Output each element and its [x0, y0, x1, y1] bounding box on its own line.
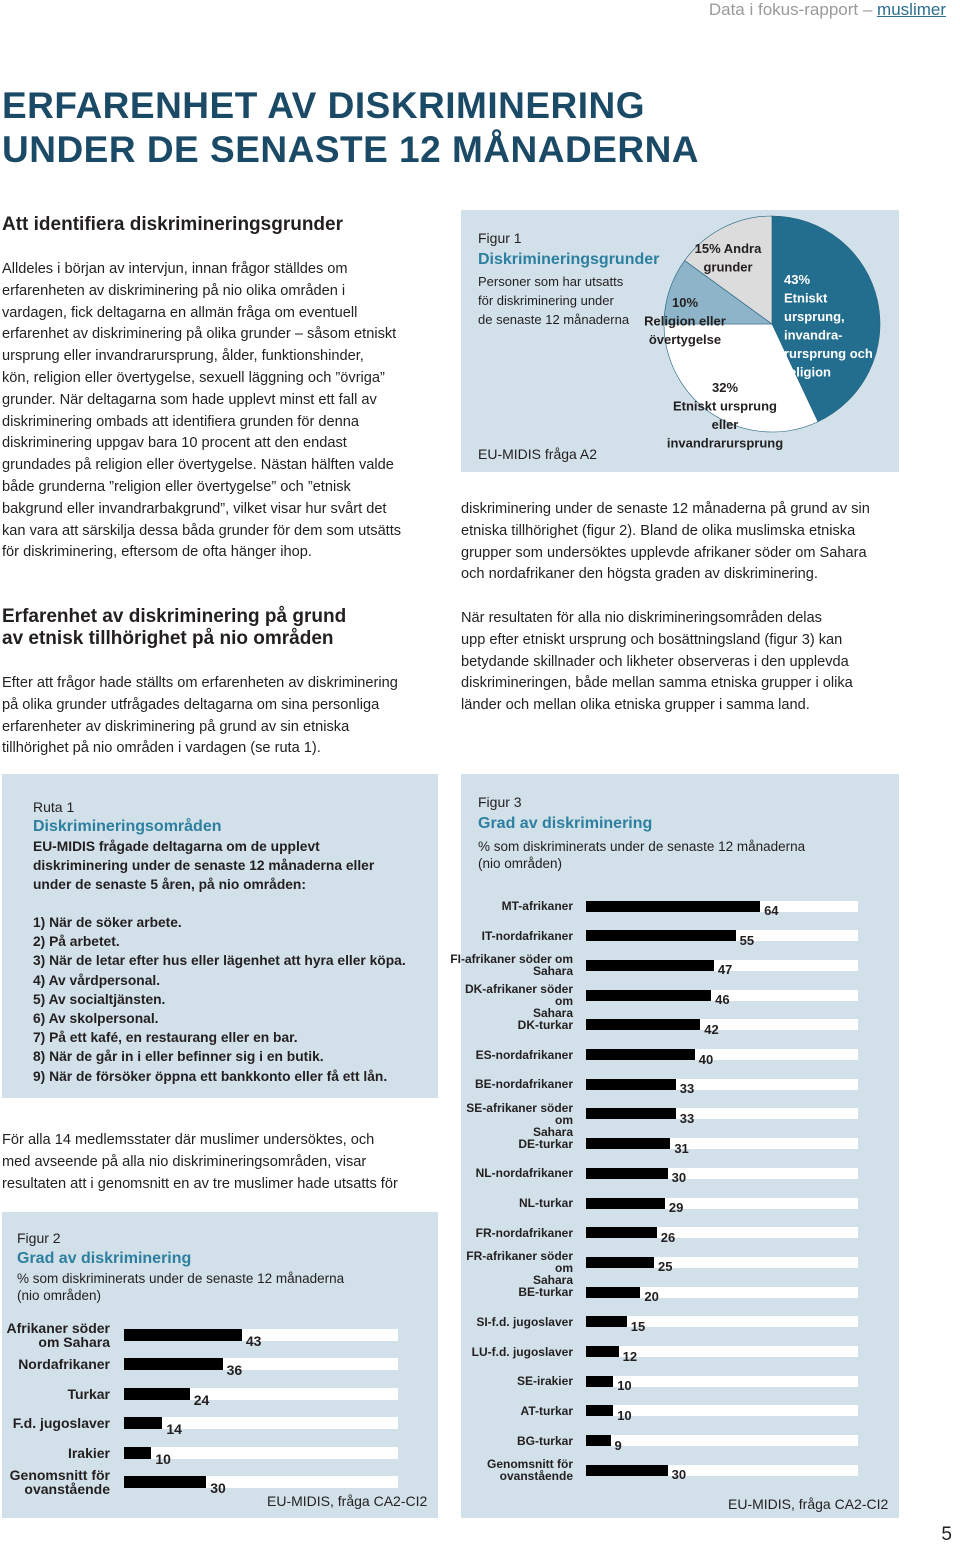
- bar-category-label: [0, 1468, 110, 1496]
- category-label-line: SE-afrikaner söder om: [466, 1100, 573, 1127]
- category-label-line: ovanstående: [499, 1469, 573, 1484]
- body-line: för diskriminering, eftersom de ofta hänger ihop.: [2, 544, 312, 561]
- subtitle-line: för diskriminering under: [478, 293, 614, 308]
- body-line: etniska tillhörighet (figur 2). Bland de olika muslimska etniska: [461, 522, 856, 539]
- bar-category-label: [448, 1078, 573, 1090]
- category-label-line: Sahara: [532, 1006, 573, 1021]
- figur2-panel: [2, 1212, 438, 1518]
- category-label-line: BE-turkar: [518, 1285, 573, 1300]
- bar: [124, 1447, 151, 1459]
- page-title-line-2: UNDER DE SENASTE 12 MÅNADERNA: [2, 129, 700, 170]
- figur1-panel: [461, 210, 899, 472]
- category-label-line: ES-nordafrikaner: [475, 1047, 573, 1062]
- body-line: ursprung eller invandrarursprung, ålder, funktionshinder,: [2, 348, 364, 365]
- bar: [586, 1435, 611, 1446]
- category-label-line: Nordafrikaner: [18, 1356, 110, 1373]
- category-label-line: Genomsnitt för: [9, 1467, 110, 1483]
- list-item: 4) Av vårdpersonal.: [33, 972, 161, 988]
- bar: [124, 1358, 223, 1370]
- pie-label-line: Etniskt ursprung: [672, 398, 778, 414]
- figur2-label: Figur 2: [17, 1230, 61, 1246]
- pie-label-line: rursprung och: [784, 346, 873, 361]
- bar-category-label: [448, 930, 573, 942]
- category-label-line: DK-turkar: [517, 1017, 573, 1032]
- body-line: kan vara att särskilja dessa båda grunder för dem som utsätts: [2, 522, 402, 539]
- body-line: vardagen, fick deltagarna en allmän fråga om eventuell: [2, 304, 358, 321]
- bar: [586, 1168, 668, 1179]
- list-item: 8) När de går in i eller befinner sig i en butik.: [33, 1049, 324, 1065]
- subtitle-line: (nio områden): [17, 1288, 102, 1303]
- section2-heading-line-1: Erfarenhet av diskriminering på grund: [2, 606, 347, 627]
- bar-category-label: [0, 1387, 110, 1401]
- bar-value-label: 64: [764, 903, 779, 918]
- body-line: diskriminering uppgav bara 10 procent att den endast: [2, 435, 347, 452]
- category-label-line: Turkar: [67, 1385, 110, 1402]
- category-label-line: LU-f.d. jugoslaver: [471, 1344, 573, 1359]
- pie-label-line: 43%: [784, 272, 811, 287]
- list-item: 6) Av skolpersonal.: [33, 1011, 159, 1027]
- body-line: diskriminering ombads att identifiera grunden för denna: [2, 413, 359, 430]
- category-label-line: Sahara: [532, 1273, 573, 1288]
- bar-category-label: [448, 1346, 573, 1358]
- section2-body: [2, 673, 442, 760]
- running-header: [709, 0, 946, 20]
- category-label-line: NL-turkar: [518, 1196, 573, 1210]
- bar-category-label: [0, 1416, 110, 1430]
- body-line: grupper som undersöktes upplevde afrikaner söder om Sahara: [461, 544, 867, 561]
- body-line: erfarenhet av diskriminering på olika grunder – såsom etniskt: [2, 326, 397, 343]
- subtitle-line: de senaste 12 månaderna: [478, 312, 630, 327]
- figur1-pie-chart: [461, 210, 899, 472]
- body-line: diskriminering under de senaste 12 månaderna på grund av sin: [461, 501, 870, 517]
- bar-value-label: 47: [717, 962, 733, 978]
- body-line: med avseende på alla nio diskrimineringsområden, visar: [2, 1153, 367, 1170]
- bar: [586, 1108, 676, 1119]
- category-label-line: AT-turkar: [520, 1403, 573, 1418]
- bar: [586, 990, 711, 1001]
- bar: [586, 1227, 657, 1238]
- category-label-line: Irakier: [67, 1444, 110, 1461]
- figur3-label: Figur 3: [478, 794, 522, 810]
- bar: [586, 1287, 640, 1298]
- page-title: [2, 84, 699, 172]
- list-item: 2) På arbetet.: [33, 934, 120, 950]
- ruta1-intro: [33, 837, 433, 895]
- pie-label-line: Religion eller: [644, 313, 726, 329]
- bar-category-label: [448, 953, 573, 977]
- bar-category-label: [448, 1197, 573, 1209]
- category-label-line: Afrikaner söder: [6, 1320, 110, 1336]
- body-line: på olika grunder utfrågades deltagarna om sina personliga: [2, 696, 380, 713]
- bar-value-label: 30: [671, 1170, 687, 1186]
- bar-category-label: [448, 1102, 573, 1138]
- page-number: 5: [941, 1524, 952, 1545]
- bar-category-label: [448, 900, 573, 912]
- bar-value-label: 30: [210, 1480, 226, 1496]
- category-label-line: NL-nordafrikaner: [475, 1166, 573, 1181]
- body-line: upp efter etniskt ursprung och bosättningsland (figur 3) kan: [461, 631, 843, 648]
- body-line: tillhörighet på nio områden i vardagen (se ruta 1).: [2, 740, 321, 757]
- bar-value-label: 33: [679, 1110, 695, 1126]
- pie-label-line: eller: [711, 417, 739, 432]
- bar-category-label: [448, 1227, 573, 1239]
- figur1-source: EU-MIDIS fråga A2: [478, 446, 598, 462]
- ruta1-list: [33, 913, 433, 1086]
- category-label-line: MT-afrikaner: [501, 899, 573, 913]
- body-line: både grunderna ”religion eller övertygelse” och ”etnisk: [2, 478, 351, 495]
- bar: [586, 1198, 665, 1209]
- bar: [124, 1388, 190, 1400]
- figur2-bar-chart: [2, 1212, 438, 1518]
- bar-value-label: 10: [617, 1407, 632, 1423]
- bar: [586, 1346, 619, 1357]
- category-label-line: SE-irakier: [516, 1374, 573, 1389]
- bar: [586, 1316, 627, 1327]
- body-line: och nordafrikaner den högsta graden av diskriminering.: [461, 566, 818, 583]
- subtitle-line: % som diskriminerats under de senaste 12 månaderna: [17, 1271, 345, 1286]
- category-label-line: ovanstående: [24, 1481, 110, 1497]
- pie-label-line: ursprung,: [784, 309, 845, 324]
- figur3-bar-chart: [450, 774, 899, 1518]
- bar-value-label: 12: [622, 1348, 638, 1364]
- bar: [586, 901, 760, 912]
- figur3-title: Grad av diskriminering: [478, 815, 653, 832]
- bar-category-label: [448, 1458, 573, 1482]
- category-label-line: BE-nordafrikaner: [474, 1077, 573, 1092]
- header-link[interactable]: muslimer: [877, 0, 946, 19]
- bar-value-label: 29: [668, 1200, 684, 1215]
- page-title-line-1: ERFARENHET AV DISKRIMINERING: [2, 85, 646, 126]
- left-text-3: [2, 1130, 442, 1195]
- category-label-line: om Sahara: [38, 1334, 110, 1350]
- bar-category-label: [448, 1167, 573, 1179]
- body-line: betydande skillnader och likheter observeras i den upplevda: [461, 653, 849, 670]
- bar-value-label: 31: [674, 1140, 689, 1156]
- bar: [586, 1465, 668, 1476]
- bar: [124, 1329, 242, 1341]
- list-item: 3) När de letar efter hus eller lägenhet att hyra eller köpa.: [33, 953, 406, 969]
- ruta1-title: Diskrimineringsområden: [33, 818, 222, 835]
- section2-heading-line-2: av etnisk tillhörighet på nio områden: [2, 628, 334, 649]
- right-text-1: [461, 499, 906, 586]
- bar: [586, 1138, 670, 1149]
- bar-value-label: 42: [704, 1021, 719, 1037]
- list-item: 9) När de försöker öppna ett bankkonto eller få ett lån.: [33, 1068, 388, 1084]
- category-label-line: BG-turkar: [516, 1433, 573, 1448]
- bar-value-label: 15: [630, 1318, 646, 1334]
- bar-value-label: 43: [245, 1333, 262, 1349]
- bar-category-label: [448, 983, 573, 1019]
- bar-category-label: [448, 1316, 573, 1328]
- figur1-title: Diskrimineringsgrunder: [478, 251, 660, 268]
- category-label-line: FI-afrikaner söder om: [450, 952, 573, 967]
- pie-label-line: invandra-: [784, 327, 843, 343]
- bar-value-label: 25: [658, 1259, 673, 1275]
- bar: [586, 930, 736, 941]
- body-line: länder och mellan olika etniska grupper i samma land.: [461, 697, 810, 714]
- category-label-line: Sahara: [532, 964, 573, 979]
- ruta1-box: [2, 774, 438, 1098]
- intro-line: EU-MIDIS frågade deltagarna om de upplevt: [33, 839, 320, 854]
- bar-category-label: [448, 1049, 573, 1061]
- body-line: erfarenheter av diskriminering på grund av sin etniska: [2, 718, 350, 735]
- bar-value-label: 10: [155, 1450, 171, 1467]
- category-label-line: Genomsnitt för: [487, 1457, 573, 1472]
- pie-label-line: 10%: [671, 295, 699, 310]
- pie-label-line: Etniskt: [784, 290, 828, 306]
- bar-value-label: 20: [644, 1289, 659, 1305]
- body-line: resultaten att i genomsnitt en av tre muslimer hade utsatts för: [2, 1175, 398, 1192]
- bar-value-label: 46: [715, 992, 730, 1008]
- category-label-line: DE-turkar: [518, 1136, 573, 1151]
- bar-value-label: 33: [679, 1081, 695, 1097]
- section1-heading: Att identifiera diskrimineringsgrunder: [2, 214, 343, 235]
- bar-value-label: 10: [617, 1378, 632, 1394]
- body-line: Efter att frågor hade ställts om erfarenheten av diskriminering: [2, 675, 398, 691]
- right-text-2: [461, 608, 906, 717]
- bar-value-label: 36: [226, 1362, 243, 1379]
- category-label-line: F.d. jugoslaver: [12, 1415, 110, 1432]
- intro-line: diskriminering under de senaste 12 månaderna eller: [33, 858, 375, 874]
- category-label-line: Sahara: [532, 1124, 573, 1139]
- bar: [586, 1049, 695, 1060]
- bar-track: [124, 1417, 398, 1429]
- bar: [586, 1376, 613, 1387]
- pie-label-line: 32%: [711, 380, 739, 395]
- bar: [124, 1417, 162, 1429]
- bar-value-label: 40: [698, 1051, 714, 1067]
- figur2-source: EU-MIDIS, fråga CA2-CI2: [267, 1493, 428, 1509]
- list-item: 1) När de söker arbete.: [33, 915, 182, 930]
- bar: [586, 1019, 700, 1030]
- pie-label-line: 15% Andra: [694, 241, 762, 256]
- bar-category-label: [0, 1357, 110, 1371]
- header-prefix: Data i fokus-rapport –: [708, 0, 878, 19]
- body-line: erfarenheten av diskriminering på nio olika områden i: [2, 282, 346, 299]
- pie-label-line: övertygelse: [648, 332, 722, 347]
- category-label-line: SI-f.d. jugoslaver: [476, 1314, 573, 1329]
- bar-category-label: [448, 1019, 573, 1031]
- bar-value-label: 26: [660, 1229, 676, 1245]
- subtitle-line: Personer som har utsatts: [478, 274, 624, 289]
- section2-heading: [2, 606, 346, 650]
- bar-category-label: [448, 1405, 573, 1417]
- category-label-line: FR-nordafrikaner: [475, 1225, 573, 1240]
- category-label-line: FR-afrikaner söder om: [466, 1249, 573, 1276]
- body-line: grunder. När deltagarna som hade upplevt minst ett fall av: [2, 391, 377, 408]
- body-line: grundades på religion eller övertygelse. Nästan hälften valde: [2, 457, 394, 474]
- figur2-title: Grad av diskriminering: [17, 1250, 192, 1267]
- pie-label-line: invandrarursprung: [666, 435, 784, 451]
- figur1-label: Figur 1: [478, 230, 522, 246]
- body-line: kön, religion eller övertygelse, sexuell läggning och ”övriga”: [2, 369, 385, 386]
- subtitle-line: % som diskriminerats under de senaste 12 månaderna: [478, 839, 806, 854]
- bar-value-label: 24: [193, 1391, 210, 1408]
- body-line: bakgrund eller invandrarbakgrund”, vilket visar hur svårt det: [2, 500, 387, 517]
- category-label-line: DK-afrikaner söder om: [464, 982, 573, 1009]
- figur3-panel: [450, 774, 899, 1518]
- subtitle-line: (nio områden): [478, 856, 563, 871]
- bar-value-label: 55: [739, 932, 755, 948]
- figur3-source: EU-MIDIS, fråga CA2-CI2: [728, 1496, 889, 1512]
- list-item: 5) Av socialtjänsten.: [33, 991, 166, 1007]
- bar-value-label: 14: [166, 1421, 182, 1438]
- bar-track: [586, 1435, 858, 1446]
- pie-label-line: religion: [784, 364, 831, 380]
- intro-line: under de senaste 5 åren, på nio områden:: [33, 877, 306, 893]
- pie-label-line: grunder: [703, 259, 753, 275]
- body-line: Alldeles i början av intervjun, innan frågor ställdes om: [2, 261, 348, 277]
- bar-category-label: [448, 1435, 573, 1447]
- body-line: För alla 14 medlemsstater där muslimer undersöktes, och: [2, 1132, 375, 1148]
- bar: [586, 1079, 676, 1090]
- bar: [124, 1476, 206, 1488]
- bar-value-label: 9: [614, 1437, 622, 1453]
- ruta1-label: Ruta 1: [33, 799, 75, 815]
- bar-track: [586, 1316, 858, 1327]
- bar: [586, 1257, 654, 1268]
- bar-category-label: [448, 1286, 573, 1298]
- bar-category-label: [0, 1446, 110, 1460]
- bar: [586, 960, 714, 971]
- bar: [586, 1405, 613, 1416]
- bar-category-label: [0, 1321, 110, 1349]
- bar-category-label: [448, 1375, 573, 1387]
- bar-value-label: 30: [671, 1467, 687, 1483]
- body-line: diskrimineringen, både mellan samma etniska grupper i olika: [461, 675, 853, 692]
- category-label-line: IT-nordafrikaner: [481, 928, 573, 943]
- bar-category-label: [448, 1250, 573, 1286]
- list-item: 7) På ett kafé, en restaurang eller en bar.: [33, 1030, 298, 1046]
- section1-body: [2, 259, 442, 564]
- bar-category-label: [448, 1138, 573, 1150]
- body-line: När resultaten för alla nio diskrimineringsområden delas: [461, 610, 822, 626]
